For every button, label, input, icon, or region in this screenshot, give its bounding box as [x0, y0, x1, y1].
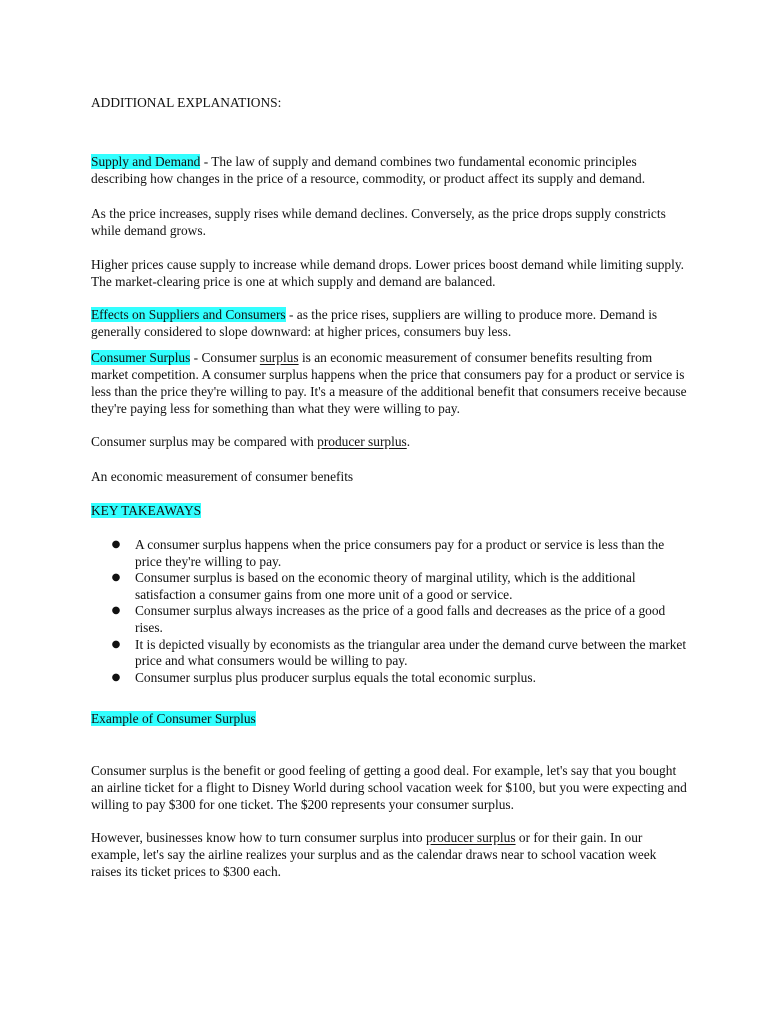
consumer-surplus-term: Consumer Surplus — [91, 350, 191, 365]
effects-term: Effects on Suppliers and Consumers — [91, 307, 286, 322]
document-heading: ADDITIONAL EXPLANATIONS: — [91, 95, 282, 110]
bullet-icon: ● — [111, 572, 121, 584]
surplus-link[interactable]: surplus — [259, 350, 299, 365]
compare-post: . — [406, 434, 411, 449]
compare-paragraph — [91, 433, 687, 450]
supply-demand-paragraph — [91, 153, 687, 187]
businesses-paragraph — [91, 829, 687, 880]
bullet-icon: ● — [111, 539, 121, 550]
compare-pre: Consumer surplus may be compared with — [91, 434, 318, 449]
key-takeaways-heading — [91, 502, 687, 519]
producer-surplus-link-2[interactable]: producer surplus — [425, 830, 516, 845]
list-item — [110, 537, 690, 570]
list-item-text: Consumer surplus plus producer surplus equals the total economic surplus. — [135, 669, 536, 685]
consumer-surplus-text: is an economic measurement of consumer benefits resulting from market competition. A consumer surplus happens when the price that consumers pay for a product or service is less than the price they're willing to pay. It's a measure of the additional benefit that consumers receive because they're paying less for something than what they were willing to pay. — [91, 350, 687, 416]
list-item-text: A consumer surplus happens when the price consumers pay for a product or service is less than the price they're willing to pay. — [135, 537, 665, 569]
bullet-icon: ● — [111, 605, 121, 617]
businesses-post: or for their gain. In our example, let's say the airline realizes your surplus and as the calendar draws near to school vacation week raises its ticket prices to $300 each. — [91, 830, 657, 879]
effects-paragraph — [91, 306, 687, 340]
supply-demand-text: - The law of supply and demand combines two fundamental economic principles describing how changes in the price of a resource, commodity, or product affect its supply and demand. — [91, 154, 646, 186]
key-takeaways-title: KEY TAKEAWAYS — [91, 503, 202, 518]
example-paragraph: Consumer surplus is the benefit or good feeling of getting a good deal. For example, let's say that you bought an airline ticket for a flight to Disney World during school vacation week for $100, but you were expecting and willing to pay $300 for one ticket. The $200 represents your consumer surplus. — [91, 763, 687, 812]
producer-surplus-link[interactable]: producer surplus — [317, 434, 407, 449]
list-item — [110, 603, 690, 636]
list-item — [110, 637, 690, 670]
key-takeaways-list — [110, 537, 690, 686]
list-item — [110, 570, 690, 603]
list-item-text: Consumer surplus is based on the economic theory of marginal utility, which is the additional satisfaction a consumer gains from one more unit of a good or service. — [135, 570, 636, 602]
consumer-surplus-pre-link: - Consumer — [190, 350, 260, 365]
bullet-icon: ● — [111, 671, 121, 683]
consumer-surplus-paragraph — [91, 349, 687, 417]
measurement-line: An economic measurement of consumer benefits — [91, 469, 354, 484]
effects-text: - as the price rises, suppliers are willing to produce more. Demand is generally considered to slope downward: at higher prices, consumers buy less. — [91, 307, 658, 339]
supply-demand-term: Supply and Demand — [91, 154, 201, 169]
list-item-text: Consumer surplus always increases as the price of a good falls and decreases as the price of a good rises. — [135, 603, 666, 635]
example-heading-text: Example of Consumer Surplus — [91, 711, 256, 726]
price-increase-paragraph: As the price increases, supply rises while demand declines. Conversely, as the price drops supply constricts while demand grows. — [91, 206, 666, 238]
higher-prices-paragraph: Higher prices cause supply to increase while demand drops. Lower prices boost demand while limiting supply. The market-clearing price is one at which supply and demand are balanced. — [91, 257, 685, 289]
bullet-icon: ● — [111, 638, 121, 650]
list-item-text: It is depicted visually by economists as the triangular area under the demand curve between the market price and what consumers would be willing to pay. — [135, 636, 687, 669]
businesses-pre: However, businesses know how to turn consumer surplus into — [91, 830, 426, 845]
example-heading — [91, 710, 687, 727]
list-item — [110, 670, 690, 687]
